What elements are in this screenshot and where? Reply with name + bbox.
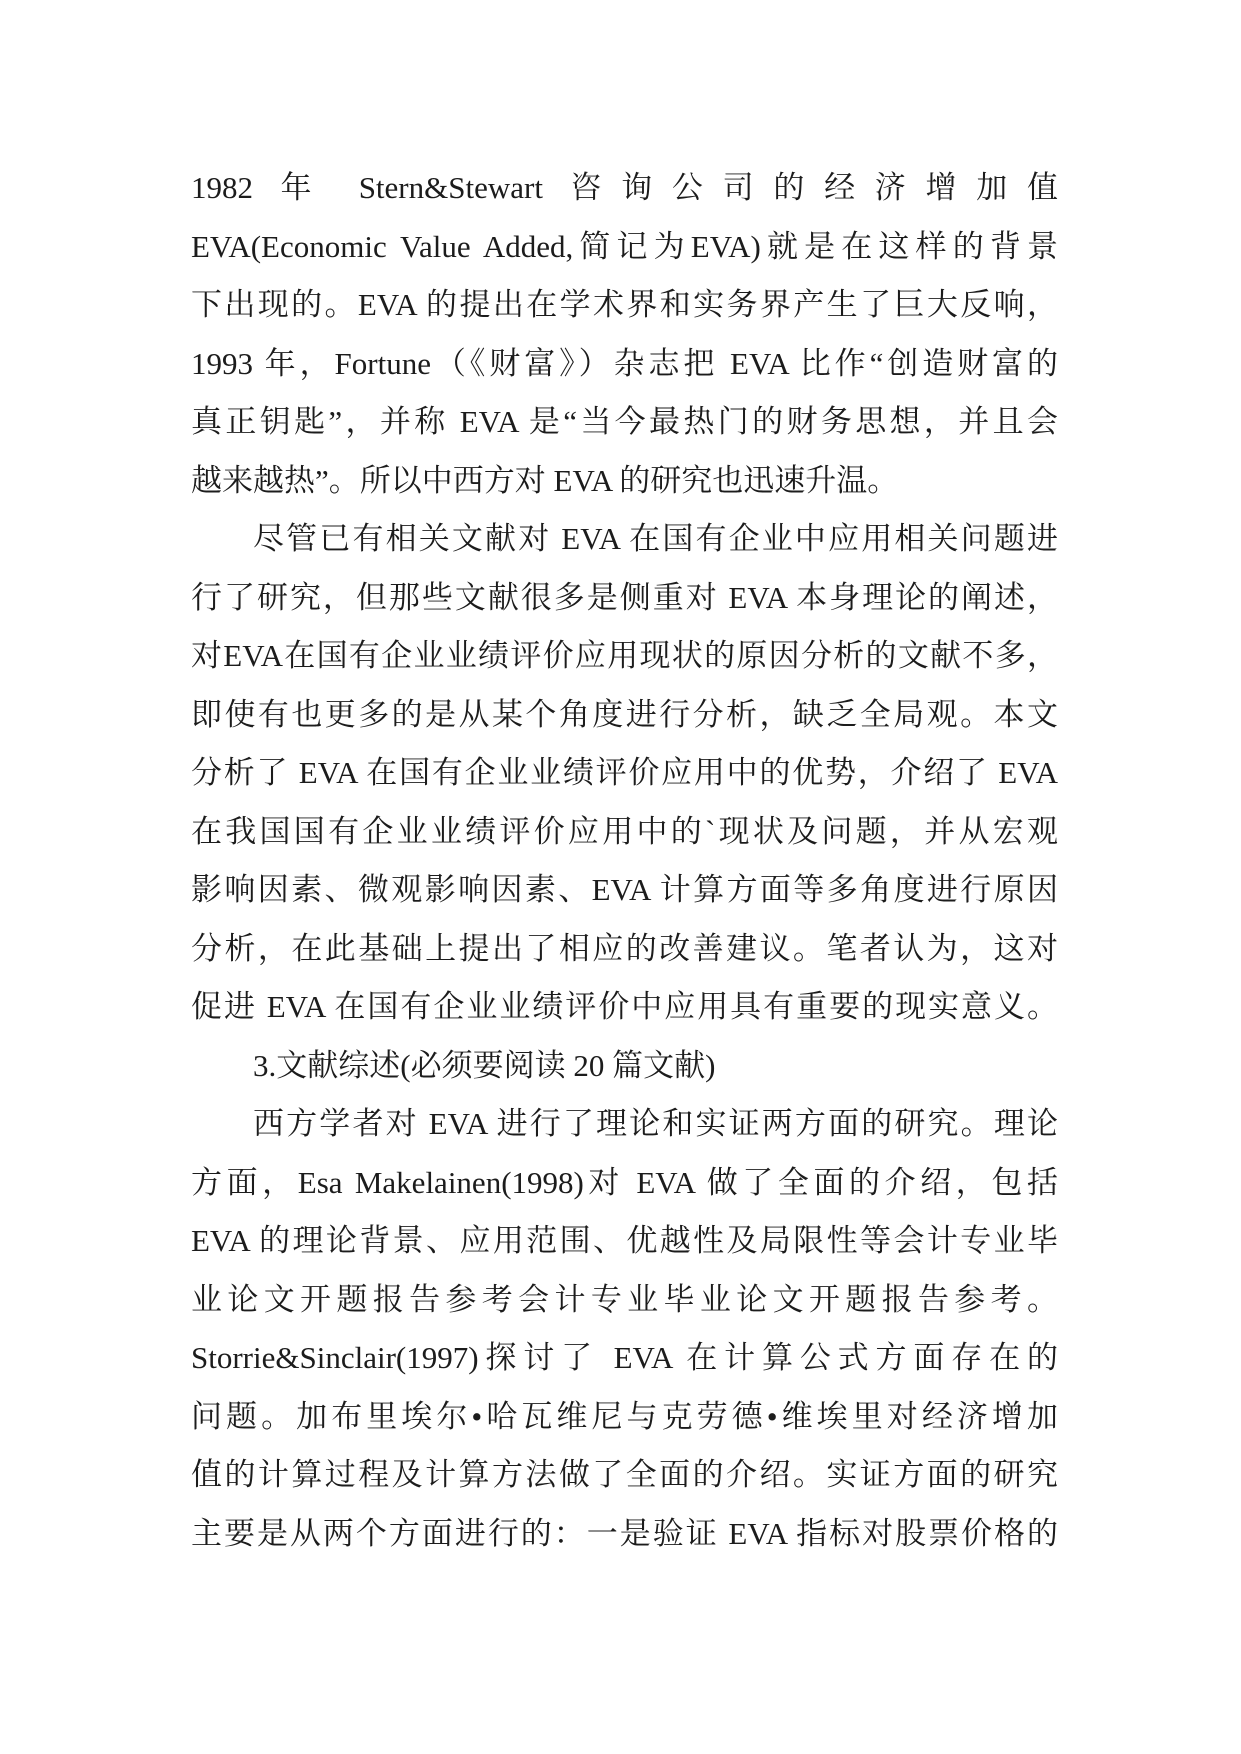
- text-line: EVA 的理论背景、应用范围、优越性及局限性等会计专业毕: [191, 1223, 1058, 1258]
- text-line: 影响因素、微观影响因素、EVA 计算方面等多角度进行原因: [191, 872, 1058, 907]
- text-line: 方面，Esa Makelainen(1998)对 EVA 做了全面的介绍，包括: [191, 1164, 1058, 1200]
- text-line: 下出现的。EVA 的提出在学术界和实务界产生了巨大反响，: [191, 287, 1058, 322]
- text-line: 分析，在此基础上提出了相应的改善建议。笔者认为，这对: [191, 930, 1058, 966]
- text-line: 行了研究，但那些文献很多是侧重对 EVA 本身理论的阐述，: [191, 579, 1058, 615]
- text-line: 1982 年 Stern&Stewart 咨询公司的经济增加值: [191, 170, 1058, 205]
- text-line: 西方学者对 EVA 进行了理论和实证两方面的研究。理论: [253, 1106, 1058, 1141]
- text-line: EVA(Economic Value Added,简记为EVA)就是在这样的背景: [191, 228, 1058, 264]
- section-heading: 3.文献综述(必须要阅读 20 篇文献): [253, 1047, 716, 1083]
- paragraph-literature-review: [191, 1095, 1058, 1563]
- text-line: 1993 年，Fortune（《财富》）杂志把 EVA 比作“创造财富的: [191, 345, 1058, 381]
- text-line: 即使有也更多的是从某个角度进行分析，缺乏全局观。本文: [191, 696, 1058, 732]
- text-line: 对EVA在国有企业业绩评价应用现状的原因分析的文献不多，: [191, 638, 1058, 673]
- text-line: 问题。加布里埃尔•哈瓦维尼与克劳德•维埃里对经济增加: [191, 1398, 1058, 1434]
- text-line: 在我国国有企业业绩评价应用中的`现状及问题，并从宏观: [191, 813, 1058, 849]
- text-line: 值的计算过程及计算方法做了全面的介绍。实证方面的研究: [191, 1457, 1058, 1492]
- text-line: 尽管已有相关文献对 EVA 在国有企业中应用相关问题进: [253, 521, 1058, 556]
- text-line: 真正钥匙”，并称 EVA 是“当今最热门的财务思想，并且会: [191, 404, 1058, 439]
- paragraph-research-gap: [191, 510, 1058, 1037]
- text-line: 越来越热”。所以中西方对 EVA 的研究也迅速升温。: [191, 462, 899, 498]
- text-line: 促进 EVA 在国有企业业绩评价中应用具有重要的现实意义。: [191, 989, 1058, 1024]
- text-line: 分析了 EVA 在国有企业业绩评价应用中的优势，介绍了 EVA: [191, 755, 1058, 790]
- text-line: 业论文开题报告参考会计专业毕业论文开题报告参考。: [191, 1281, 1058, 1317]
- text-line: 主要是从两个方面进行的：一是验证 EVA 指标对股票价格的: [191, 1515, 1058, 1551]
- text-line: Storrie&Sinclair(1997)探讨了 EVA 在计算公式方面存在的: [191, 1340, 1058, 1375]
- paragraph-background: [191, 159, 1058, 510]
- document-body: [191, 159, 1058, 1563]
